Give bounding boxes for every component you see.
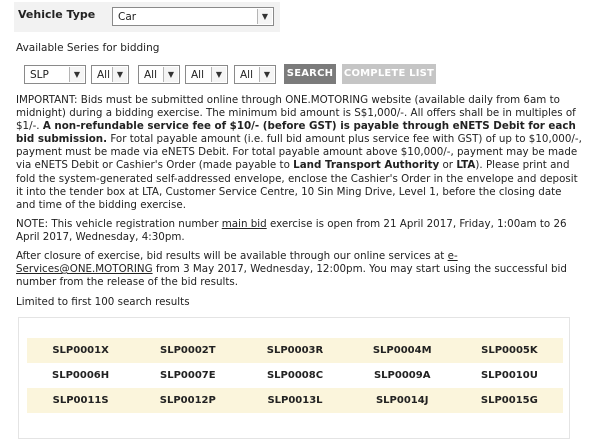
series-prefix-value: SLP — [30, 69, 49, 81]
series-digit-1-select[interactable] — [91, 65, 129, 84]
result-number[interactable]: SLP0013L — [241, 388, 348, 413]
results-limit-text: Limited to first 100 search results — [16, 296, 190, 308]
result-number[interactable]: SLP0005K — [456, 338, 563, 363]
notice-text: After closure of exercise, bid results will be available through our online services at — [16, 250, 448, 263]
notice-text: IMPORTANT: Bids must be submitted online through ONE.MOTORING website (available daily from 6am to midnight) during a bidding exercise. The minimum bid amount is S$1,000/-. All offers shall be in multiples of $1/-. — [16, 94, 576, 133]
result-number[interactable]: SLP0007E — [134, 363, 241, 388]
result-number[interactable]: SLP0011S — [27, 388, 134, 413]
complete-list-button[interactable]: COMPLETE LIST — [342, 64, 436, 84]
notice-text: or — [439, 159, 457, 172]
main-bid-link[interactable]: main bid — [221, 217, 267, 230]
series-prefix-select[interactable] — [24, 65, 86, 84]
result-number[interactable]: SLP0014J — [349, 388, 456, 413]
payee-abbrev: LTA — [456, 159, 476, 172]
notice-text: ). Please print and fold the system-generated self-addressed envelope, enclose the Cashier's Order in the envelope and deposit it into the tender box at LTA, Customer Service Centre, 10 Sin Ming Drive, Level 1, before the closing date and time of the bidding exercise. — [16, 159, 578, 211]
search-results-panel — [18, 317, 570, 439]
series-digit-4-select[interactable] — [234, 65, 276, 84]
note-paragraph — [16, 218, 584, 244]
notice-text: exercise is open from 21 April 2017, Friday, 1:00am to 26 April 2017, Wednesday, 4:30pm. — [16, 217, 567, 243]
vehicle-type-label: Vehicle Type — [18, 8, 96, 21]
series-digit-3-value: All — [191, 69, 205, 81]
result-number[interactable]: SLP0010U — [456, 363, 563, 388]
search-button[interactable]: SEARCH — [284, 64, 336, 84]
bidding-notice — [16, 94, 584, 289]
important-paragraph — [16, 94, 584, 212]
result-number[interactable]: SLP0001X — [27, 338, 134, 363]
result-number[interactable]: SLP0008C — [241, 363, 348, 388]
notice-text: from 3 May 2017, Wednesday, 12:00pm. You may start using the successful bid number from the release of the bid results. — [16, 263, 567, 289]
series-digit-2-select[interactable] — [138, 65, 180, 84]
series-title: Available Series for bidding — [16, 42, 160, 54]
chevron-down-icon: ▼ — [259, 67, 274, 82]
chevron-down-icon: ▼ — [69, 67, 84, 82]
chevron-down-icon: ▼ — [257, 9, 272, 24]
chevron-down-icon: ▼ — [112, 67, 127, 82]
notice-text: For total payable amount (i.e. full bid amount plus service fee with GST) of up to $10,000/-, payment must be made via eNETS Debit. For total payable amount above $10,000/-, payment may be made via eNETS Debit or Cashier's Order (made payable to — [16, 133, 582, 172]
chevron-down-icon: ▼ — [163, 67, 178, 82]
result-number[interactable]: SLP0012P — [134, 388, 241, 413]
result-number[interactable]: SLP0015G — [456, 388, 563, 413]
result-number[interactable]: SLP0009A — [349, 363, 456, 388]
search-results-grid — [27, 338, 563, 413]
result-number[interactable]: SLP0004M — [349, 338, 456, 363]
series-digit-1-value: All — [97, 69, 111, 81]
result-number[interactable]: SLP0003R — [241, 338, 348, 363]
series-digit-4-value: All — [240, 69, 254, 81]
chevron-down-icon: ▼ — [211, 67, 226, 82]
vehicle-type-select[interactable] — [112, 7, 274, 26]
notice-text: NOTE: This vehicle registration number — [16, 217, 222, 230]
result-number[interactable]: SLP0006H — [27, 363, 134, 388]
vehicle-type-value: Car — [118, 11, 137, 23]
payee-name: Land Transport Authority — [293, 159, 440, 172]
eservices-link[interactable]: e-Services@ONE.MOTORING — [16, 250, 458, 276]
series-digit-3-select[interactable] — [185, 65, 228, 84]
results-paragraph — [16, 250, 584, 289]
series-digit-2-value: All — [144, 69, 158, 81]
result-number[interactable]: SLP0002T — [134, 338, 241, 363]
service-fee-notice: A non-refundable service fee of $10/- (before GST) is payable through eNETS Debit for each bid submission. — [16, 120, 576, 146]
